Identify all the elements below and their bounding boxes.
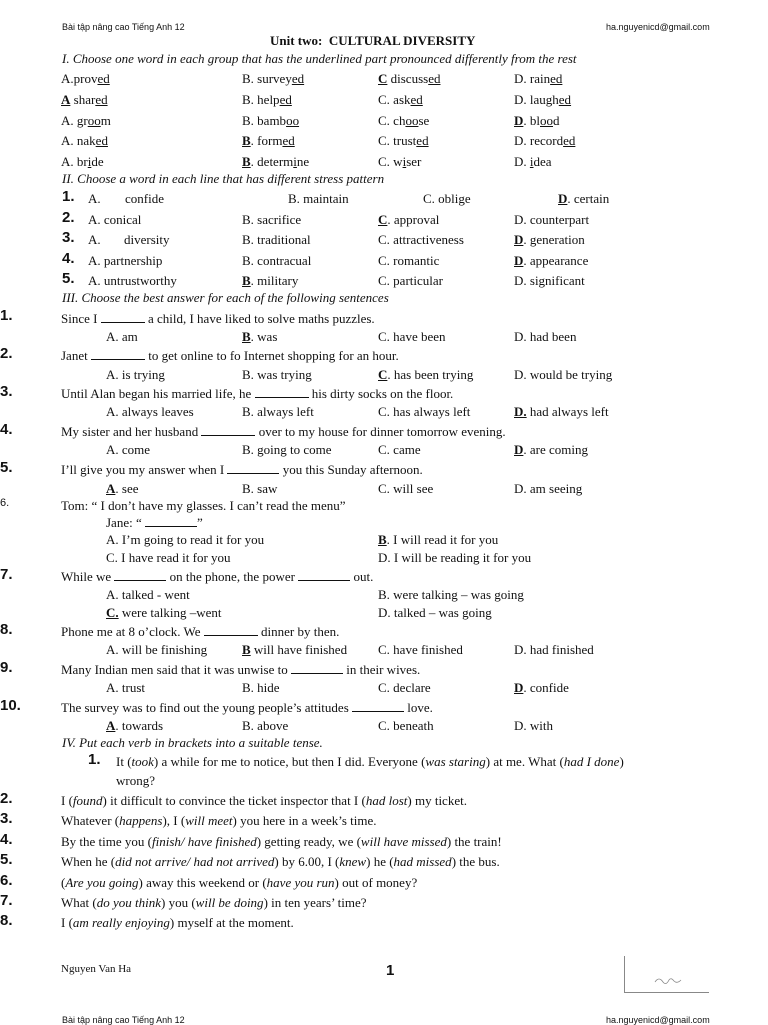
option-b: B. hide	[242, 680, 280, 695]
part2-option-b: B. military	[242, 273, 299, 288]
option-d: D. I will be reading it for you	[378, 550, 532, 565]
next-page-header-left: Bài tập nâng cao Tiếng Anh 12	[62, 1015, 185, 1025]
option-d: D. had always left	[514, 404, 609, 419]
option-b: B. was trying	[242, 367, 312, 382]
option-c: C. has always left	[378, 404, 471, 419]
option-b: B. above	[242, 718, 289, 733]
section-1-instruction: I. Choose one word in each group that has the underlined part pronounced differently from the rest	[62, 51, 577, 66]
part1-option-b: B. helped	[242, 92, 292, 107]
question-stem: While we on the phone, the power out.	[61, 569, 374, 584]
question-number: 9.	[0, 659, 13, 676]
question-stem: Janet to get online to fo Internet shopping for an hour.	[61, 348, 399, 363]
question-number: 3.	[0, 810, 13, 827]
option-a: A. am	[106, 329, 138, 344]
part1-option-a: A shared	[61, 92, 108, 107]
question-number: 2.	[0, 790, 13, 807]
question-number: 5.	[0, 459, 13, 476]
part2-option-c: C. approval	[378, 212, 440, 227]
part2-option-d: D. significant	[514, 273, 585, 288]
part1-option-a: A.proved	[61, 71, 110, 86]
question-stem: Many Indian men said that it was unwise to in their wives.	[61, 662, 421, 677]
option-b: B. was	[242, 329, 278, 344]
option-a: A. come	[106, 442, 151, 457]
question-number: 10.	[0, 697, 21, 714]
option-b: B. always left	[242, 404, 314, 419]
option-b: B. saw	[242, 481, 278, 496]
section-3-instruction: III. Choose the best answer for each of the following sentences	[62, 290, 389, 305]
option-a: A. I’m going to read it for you	[106, 532, 265, 547]
verb-tense-sentence: By the time you (finish/ have finished) getting ready, we (will have missed) the train!	[61, 834, 502, 849]
option-c: C. have been	[378, 329, 446, 344]
option-b: B. were talking – was going	[378, 587, 524, 602]
verb-tense-sentence: I (am really enjoying) myself at the moment.	[61, 915, 294, 930]
question-stem-reply: Jane: “ ”	[106, 515, 203, 530]
verb-tense-sentence: I (found) it difficult to convince the ticket inspector that I (had lost) my ticket.	[61, 793, 467, 808]
question-number: 3.	[0, 383, 13, 400]
part2-option-a: A. conical	[88, 212, 142, 227]
part1-option-d: D. recorded	[514, 133, 576, 148]
verb-tense-sentence: When he (did not arrive/ had not arrived) by 6.00, I (knew) he (had missed) the bus.	[61, 854, 500, 869]
question-number: 4.	[62, 250, 75, 267]
option-a: A. talked - went	[106, 587, 190, 602]
question-stem: The survey was to find out the young people’s attitudes love.	[61, 700, 433, 715]
option-d: D. are coming	[514, 442, 589, 457]
option-c: C. were talking –went	[106, 605, 222, 620]
question-number: 8.	[0, 912, 13, 929]
option-c: C. came	[378, 442, 421, 457]
page-title: Unit two: CULTURAL DIVERSITY	[270, 33, 476, 48]
question-number: 5.	[62, 270, 75, 287]
part2-option-d: D. certain	[558, 191, 610, 206]
option-c: C. have finished	[378, 642, 463, 657]
part1-option-b: B. formed	[242, 133, 295, 148]
question-number: 5.	[0, 851, 13, 868]
part1-option-a: A. naked	[61, 133, 108, 148]
question-stem: I’ll give you my answer when I you this Sunday afternoon.	[61, 462, 423, 477]
part2-option-a: A. untrustworthy	[88, 273, 177, 288]
option-c: C. has been trying	[378, 367, 474, 382]
question-stem: Phone me at 8 o’clock. We dinner by then.	[61, 624, 340, 639]
page-number: 1	[386, 962, 395, 979]
question-stem: Since I a child, I have liked to solve maths puzzles.	[61, 311, 375, 326]
part1-option-c: C. wiser	[378, 154, 422, 169]
header-email: ha.nguyenicd@gmail.com	[606, 22, 710, 32]
part1-option-d: D. laughed	[514, 92, 572, 107]
option-c: C. declare	[378, 680, 431, 695]
option-a: A. always leaves	[106, 404, 194, 419]
option-c: C. will see	[378, 481, 434, 496]
question-number: 2.	[0, 345, 13, 362]
question-number: 6.	[0, 872, 13, 889]
part2-option-b: B. contracual	[242, 253, 312, 268]
part1-option-b: B. determine	[242, 154, 310, 169]
question-stem: Until Alan began his married life, he his dirty socks on the floor.	[61, 386, 454, 401]
part2-option-a: confide	[125, 191, 164, 206]
question-stem: Tom: “ I don’t have my glasses. I can’t read the menu”	[61, 498, 346, 513]
question-stem: My sister and her husband over to my house for dinner tomorrow evening.	[61, 424, 506, 439]
part2-option-d: D. appearance	[514, 253, 589, 268]
option-c: C. beneath	[378, 718, 434, 733]
verb-tense-sentence: Whatever (happens), I (will meet) you here in a week’s time.	[61, 813, 377, 828]
part2-option-a-letter: A.	[88, 191, 101, 206]
part1-option-d: D. blood	[514, 113, 560, 128]
signature-box	[624, 956, 709, 993]
option-c: C. I have read it for you	[106, 550, 231, 565]
option-d: D. would be trying	[514, 367, 613, 382]
option-b: B. going to come	[242, 442, 332, 457]
question-number: 6.	[0, 497, 10, 509]
part1-option-d: D. idea	[514, 154, 552, 169]
part1-option-a: A. groom	[61, 113, 111, 128]
question-number: 3.	[62, 229, 75, 246]
part2-option-c: C. oblige	[423, 191, 471, 206]
option-d: D. talked – was going	[378, 605, 492, 620]
part1-option-c: C. trusted	[378, 133, 429, 148]
verb-tense-sentence: (Are you going) away this weekend or (have you run) out of money?	[61, 875, 418, 890]
header-left: Bài tập nâng cao Tiếng Anh 12	[62, 22, 185, 32]
part2-option-d: D. generation	[514, 232, 585, 247]
part2-option-d: D. counterpart	[514, 212, 590, 227]
option-a: A. towards	[106, 718, 164, 733]
part1-option-b: B. surveyed	[242, 71, 305, 86]
option-a: A. see	[106, 481, 139, 496]
option-d: D. had finished	[514, 642, 594, 657]
next-page-header-email: ha.nguyenicd@gmail.com	[606, 1015, 710, 1025]
question-number: 4.	[0, 421, 13, 438]
part1-option-d: D. rained	[514, 71, 563, 86]
option-d: D. am seeing	[514, 481, 583, 496]
footer-author: Nguyen Van Ha	[61, 963, 132, 975]
signature-icon	[625, 956, 709, 992]
question-number: 7.	[0, 566, 13, 583]
question-number: 1.	[0, 307, 13, 324]
verb-tense-sentence-cont: wrong?	[116, 773, 155, 788]
section-4-instruction: IV. Put each verb in brackets into a suitable tense.	[62, 735, 323, 750]
verb-tense-sentence: What (do you think) you (will be doing) in ten years’ time?	[61, 895, 367, 910]
part2-option-c: C. romantic	[378, 253, 440, 268]
option-a: A. trust	[106, 680, 145, 695]
part2-option-b: B. maintain	[288, 191, 349, 206]
question-number: 1.	[88, 751, 101, 768]
option-a: A. will be finishing	[106, 642, 208, 657]
part1-option-c: C discussed	[378, 71, 441, 86]
part2-option-a-letter: A.	[88, 232, 101, 247]
part2-option-c: C. particular	[378, 273, 443, 288]
part2-option-b: B. traditional	[242, 232, 311, 247]
question-number: 8.	[0, 621, 13, 638]
verb-tense-sentence: It (took) a while for me to notice, but then I did. Everyone (was staring) at me. What (had I done)	[116, 754, 624, 769]
question-number: 1.	[62, 188, 75, 205]
part2-option-a: A. partnership	[88, 253, 163, 268]
question-number: 2.	[62, 209, 75, 226]
option-d: D. confide	[514, 680, 569, 695]
option-b: B will have finished	[242, 642, 348, 657]
option-d: D. with	[514, 718, 553, 733]
part2-option-a: diversity	[124, 232, 170, 247]
section-2-instruction: II. Choose a word in each line that has different stress pattern	[62, 171, 385, 186]
part1-option-a: A. bride	[61, 154, 104, 169]
option-d: D. had been	[514, 329, 577, 344]
part1-option-c: C. choose	[378, 113, 430, 128]
part2-option-c: C. attractiveness	[378, 232, 464, 247]
option-b: B. I will read it for you	[378, 532, 499, 547]
part1-option-b: B. bamboo	[242, 113, 300, 128]
part2-option-b: B. sacrifice	[242, 212, 302, 227]
question-number: 7.	[0, 892, 13, 909]
option-a: A. is trying	[106, 367, 165, 382]
part1-option-c: C. asked	[378, 92, 423, 107]
question-number: 4.	[0, 831, 13, 848]
